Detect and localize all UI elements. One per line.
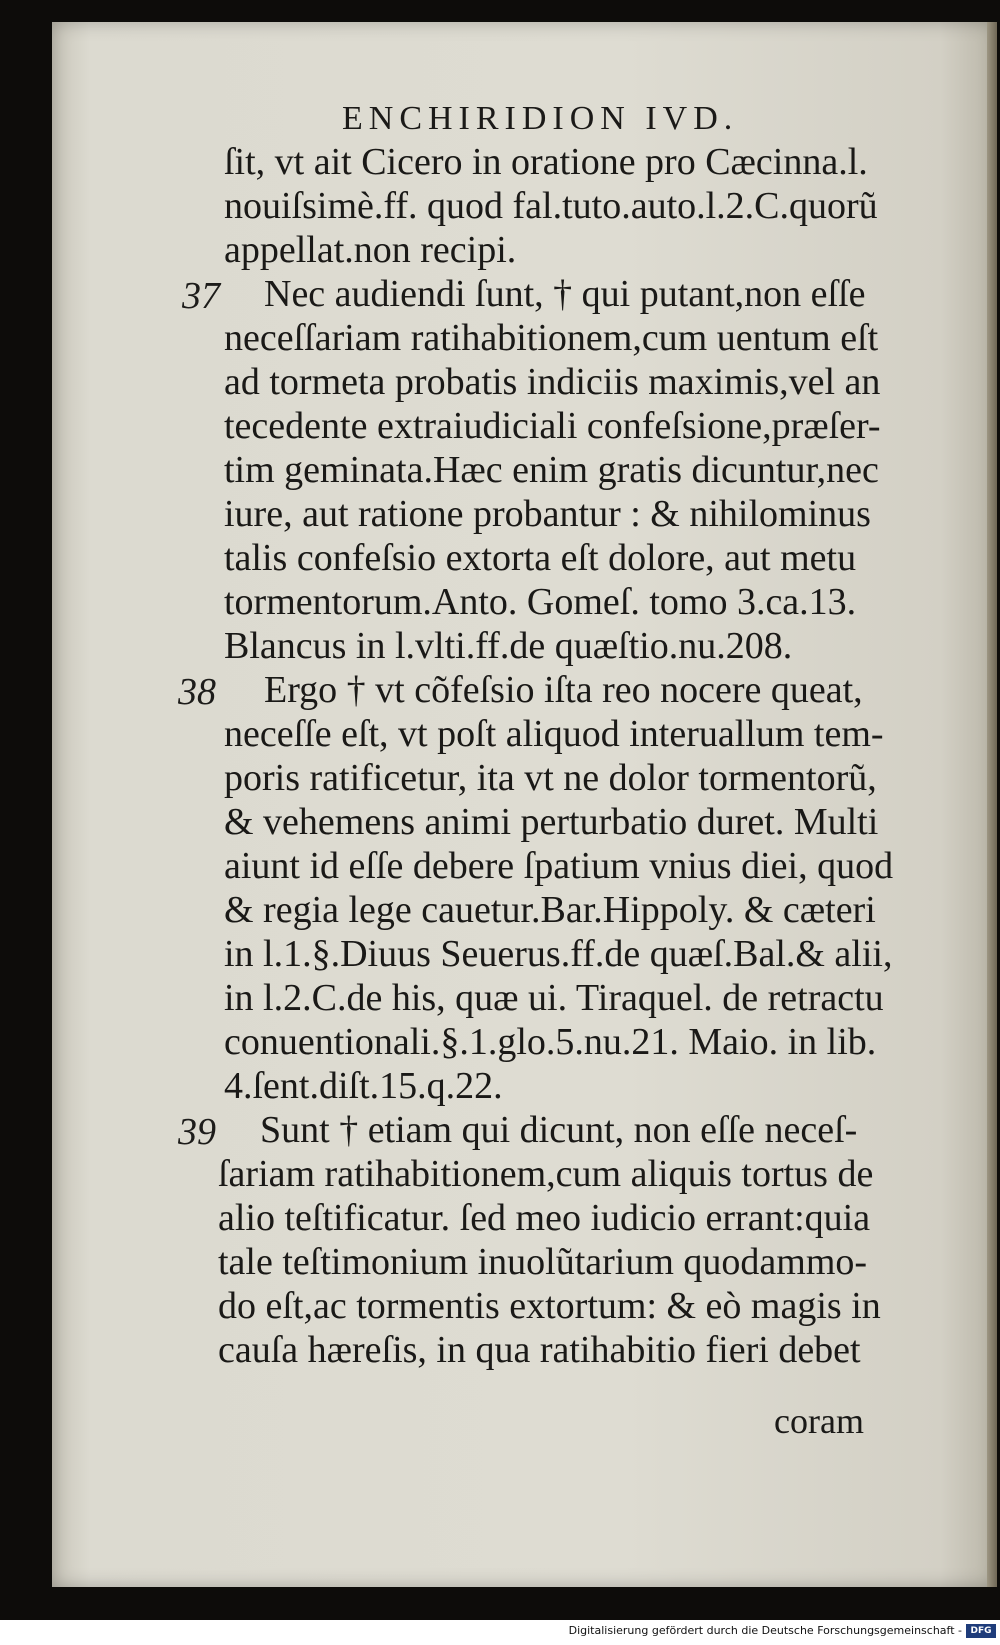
text-line: conuentionali.§.1.glo.5.nu.21. Maio. in lib. xyxy=(224,1021,877,1063)
text-line: ſariam ratihabitionem,cum aliquis tortus de xyxy=(218,1153,874,1195)
text-line: Nec audiendi ſunt, † qui putant,non eſſe xyxy=(264,273,866,315)
dfg-logo-icon: DFG xyxy=(966,1624,996,1638)
text-line: cauſa hæreſis, in qua ratihabitio fieri debet xyxy=(218,1329,861,1371)
book-page xyxy=(52,22,997,1587)
text-line: 4.ſent.diſt.15.q.22. xyxy=(224,1065,503,1107)
running-head: ENCHIRIDION IVD. xyxy=(342,100,739,137)
text-block xyxy=(52,22,997,1587)
text-line: in l.1.§.Diuus Seuerus.ff.de quæſ.Bal.& alii, xyxy=(224,933,893,975)
text-line: tim geminata.Hæc enim gratis dicuntur,nec xyxy=(224,449,879,491)
text-line: poris ratificetur, ita vt ne dolor tormentorũ, xyxy=(224,757,877,799)
text-line: ſit, vt ait Cicero in oratione pro Cæcinna.l. xyxy=(224,141,868,183)
text-line: & regia lege cauetur.Bar.Hippoly. & cæteri xyxy=(224,889,876,931)
text-line: appellat.non recipi. xyxy=(224,229,517,271)
text-line: do eſt,ac tormentis extortum: & eò magis in xyxy=(218,1285,881,1327)
text-line: nouiſsimè.ff. quod fal.tuto.auto.l.2.C.quorũ xyxy=(224,185,878,227)
text-line: tecedente extraiudiciali confeſsione,præſer- xyxy=(224,405,881,447)
margin-number: 39 xyxy=(178,1111,216,1153)
margin-number: 38 xyxy=(178,671,216,713)
text-line: neceſſe eſt, vt poſt aliquod interuallum tem- xyxy=(224,713,884,755)
text-line: tormentorum.Anto. Gomeſ. tomo 3.ca.13. xyxy=(224,581,857,623)
text-line: in l.2.C.de his, quæ ui. Tiraquel. de retractu xyxy=(224,977,884,1019)
catchword: coram xyxy=(774,1401,864,1441)
text-line: iure, aut ratione probantur : & nihilominus xyxy=(224,493,871,535)
text-line: neceſſariam ratihabitionem,cum uentum eſt xyxy=(224,317,879,359)
text-line: Blancus in l.vlti.ff.de quæſtio.nu.208. xyxy=(224,625,793,667)
text-line: ad tormeta probatis indiciis maximis,vel an xyxy=(224,361,881,403)
footer-credit: Digitalisierung gefördert durch die Deutsche Forschungsgemeinschaft - xyxy=(568,1624,962,1637)
margin-number: 37 xyxy=(182,275,220,317)
text-line: Ergo † vt cõfeſsio iſta reo nocere queat, xyxy=(264,669,863,711)
text-line: alio teſtificatur. ſed meo iudicio errant:quia xyxy=(218,1197,871,1239)
digitization-footer xyxy=(0,1620,1000,1645)
text-line: aiunt id eſſe debere ſpatium vnius diei, quod xyxy=(224,845,894,887)
text-line: tale teſtimonium inuolũtarium quodammo- xyxy=(218,1241,868,1283)
text-line: talis confeſsio extorta eſt dolore, aut metu xyxy=(224,537,857,579)
text-line: & vehemens animi perturbatio duret. Multi xyxy=(224,801,879,843)
text-line: Sunt † etiam qui dicunt, non eſſe neceſ- xyxy=(260,1109,858,1151)
